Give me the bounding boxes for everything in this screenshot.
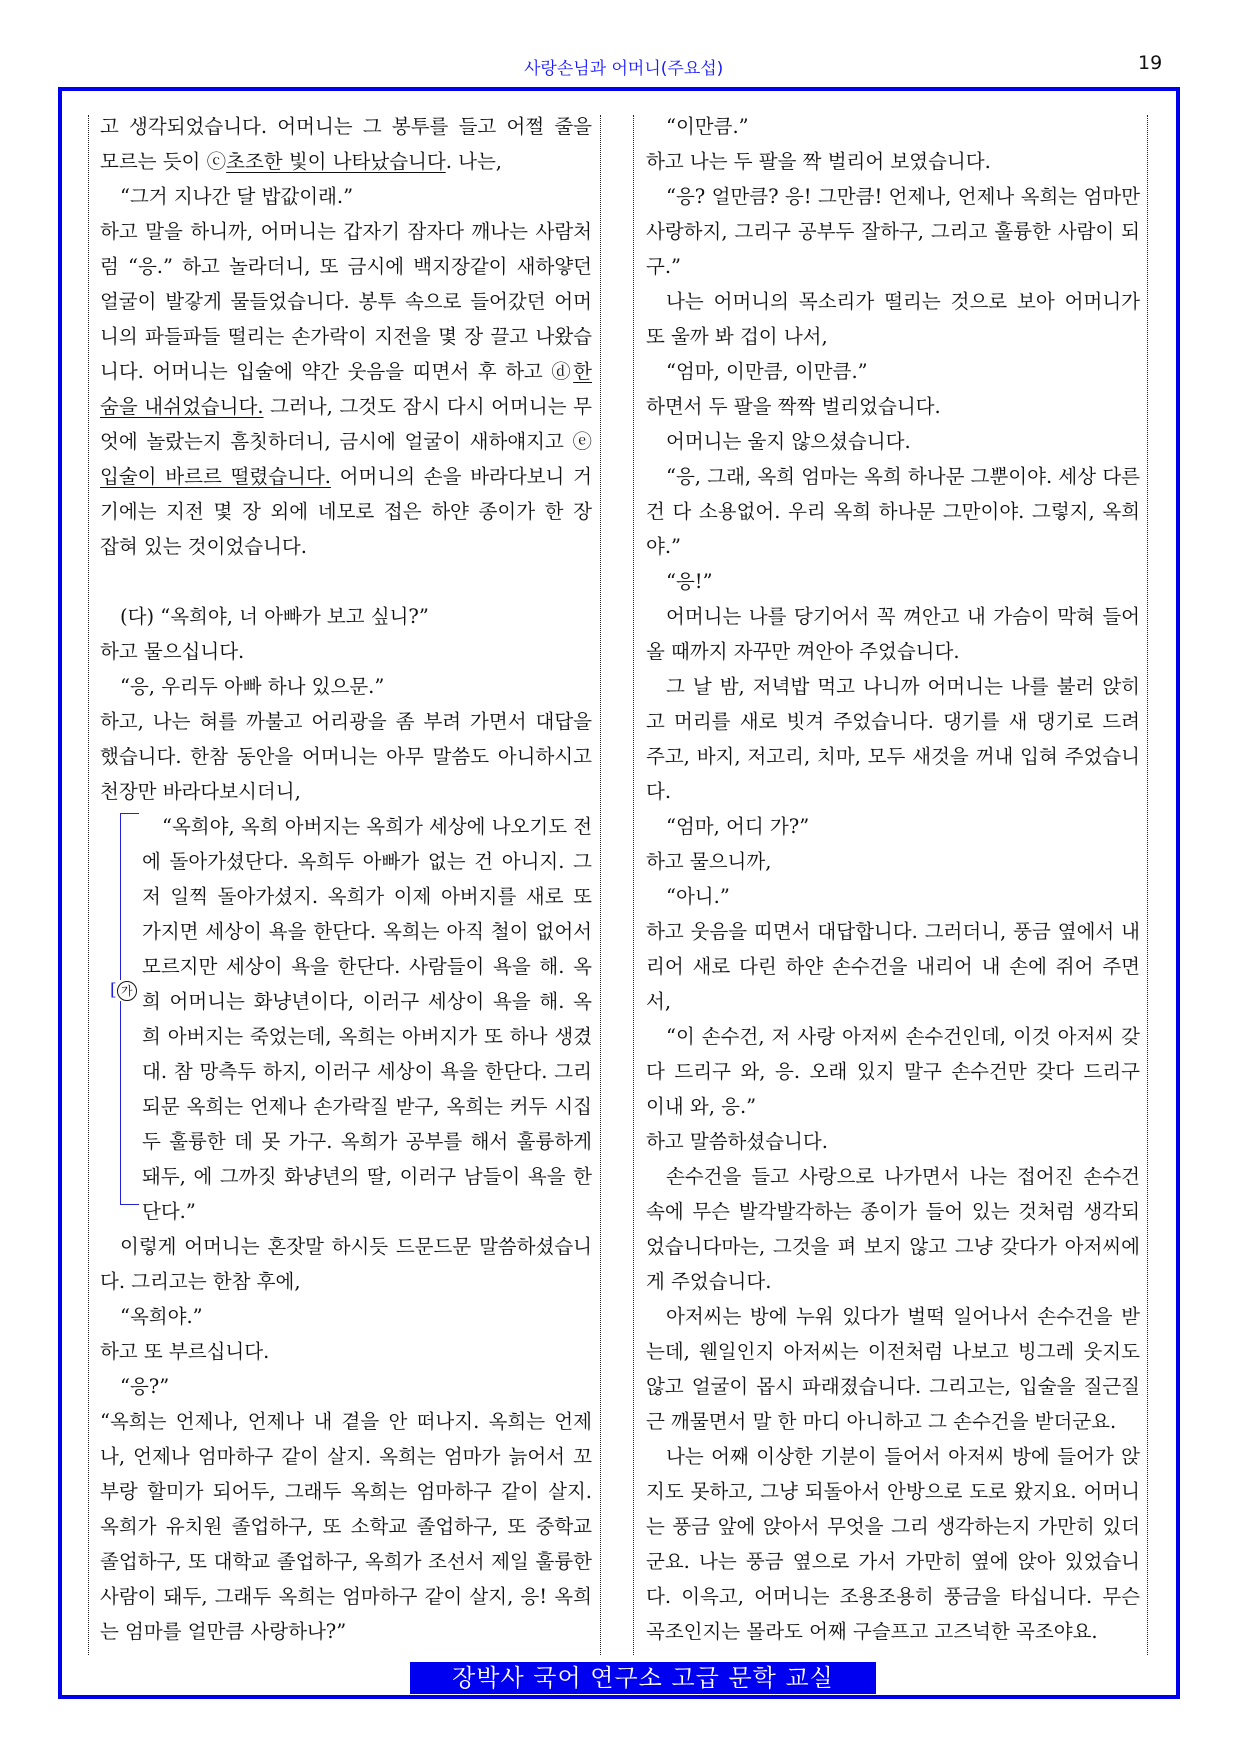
text-line: 다. 이윽고, 어머니는 조용조용히 풍금을 타십니다. 무슨 (646, 1585, 1140, 1608)
text-line: 구.” (646, 255, 682, 278)
text-line: 손수건을 들고 사랑으로 나가면서 나는 접어진 손수건 (666, 1165, 1140, 1188)
text-span: 모르는 듯이 (100, 150, 207, 173)
text-line: 하고 또 부르십니다. (100, 1340, 270, 1363)
bracket-glyph: [ (110, 980, 117, 1000)
text-line: 하고 물으니까, (646, 850, 772, 873)
text-line: 었습니다마는, 그것을 펴 보지 않고 그냥 갖다가 아저씨에 (646, 1235, 1140, 1258)
text-line: 엇에 놀랐는지 흠칫하더니, 금시에 얼굴이 새하얘지고 ⓔ (100, 430, 592, 453)
text-line: 않고 얼굴이 몹시 파래졌습니다. 그리고는, 입술을 질근질 (646, 1375, 1140, 1398)
quote-line: 희 아버지는 죽었는데, 옥희는 아버지가 또 하나 생겼 (142, 1025, 592, 1048)
text-line: 하면서 두 팔을 짝짝 벌리었습니다. (646, 395, 941, 418)
text-line: 리어 새로 다린 하얀 손수건을 내리어 내 손에 쥐어 주면 (646, 955, 1140, 978)
text-span: 그러나, 그것도 잠시 다시 어머니는 무 (263, 395, 592, 418)
underlined-phrase-c: 초조한 빛이 나타났습니다 (226, 150, 446, 173)
quote-line: 저 일찍 돌아가셨지. 옥희가 이제 아버지를 새로 또 (142, 885, 592, 908)
marker-c: ⓒ (206, 150, 227, 173)
text-line: 는 엄마를 얼만큼 사랑하나?” (100, 1620, 347, 1643)
text-line: 했습니다. 한참 동안을 어머니는 아무 말씀도 아니하시고 (100, 745, 592, 768)
text-line: 이내 와, 응.” (646, 1095, 757, 1118)
text-line: 다. 그리고는 한참 후에, (100, 1270, 301, 1293)
text-line: 졸업하구, 또 대학교 졸업하구, 옥희가 조선서 제일 훌륭한 (100, 1550, 592, 1573)
column-divider-left-outer (88, 115, 89, 1655)
paragraph-gap (100, 564, 592, 599)
text-line: 는 풍금 앞에 앉아서 무엇을 그리 생각하는지 가만히 있더 (646, 1515, 1140, 1538)
dialogue-line: “옥희야.” (120, 1305, 203, 1328)
text-line: 이렇게 어머니는 혼잣말 하시듯 드문드문 말씀하셨습니 (120, 1235, 592, 1258)
text-line: “이만큼.” (666, 115, 749, 138)
text-line: 니의 파들파들 떨리는 손가락이 지전을 몇 장 끌고 나왔습 (100, 325, 592, 348)
text-line: 고 생각되었습니다. 어머니는 그 봉투를 들고 어쩔 줄을 (100, 115, 592, 138)
footer-banner: 장박사 국어 연구소 고급 문학 교실 (410, 1662, 876, 1694)
circled-label: 가 (117, 981, 137, 1001)
underlined-phrase-d-cont: 숨을 내쉬었습니다. (100, 395, 264, 418)
dialogue-line: “그거 지나간 달 밥값이래.” (120, 185, 354, 208)
quote-line: 희 어머니는 화냥년이다, 이러구 세상이 욕을 해. 옥 (142, 990, 592, 1013)
text-line: “이 손수건, 저 사랑 아저씨 손수건인데, 이것 아저씨 갖 (666, 1025, 1140, 1048)
text-line: 그 날 밤, 저녁밥 먹고 나니까 어머니는 나를 불러 앉히 (666, 675, 1140, 698)
dialogue-line: “응, 우리두 아빠 하나 있으문.” (120, 675, 385, 698)
text-line: 기에는 지전 몇 장 외에 네모로 접은 하얀 종이가 한 장 (100, 500, 592, 523)
text-line: “응!” (666, 570, 713, 593)
text-line: 다. (646, 780, 672, 803)
text-line: 나, 언제나 엄마하구 같이 살지. 옥희는 엄마가 늙어서 꼬 (100, 1445, 592, 1468)
text-line: 또 울까 봐 겁이 나서, (646, 325, 828, 348)
text-line (100, 144, 592, 179)
text-line: 게 주었습니다. (646, 1270, 772, 1293)
text-line: 얼굴이 발갛게 물들었습니다. 봉투 속으로 들어갔던 어머 (100, 290, 592, 313)
running-header-title: 사랑손님과 어머니(주요섭) (524, 59, 724, 79)
text-span: 니다. 어머니는 입술에 약간 웃음을 띠면서 후 하고 ⓓ (100, 360, 574, 383)
text-line: 하고 나는 두 팔을 짝 벌리어 보였습니다. (646, 150, 991, 173)
text-line: 곡조인지는 몰라도 어째 구슬프고 고즈넉한 곡조야요. (646, 1620, 1098, 1643)
text-line: 고 머리를 새로 빗겨 주었습니다. 댕기를 새 댕기로 드려 (646, 710, 1140, 733)
page-number: 19 (1138, 52, 1163, 74)
text-line: 부랑 할미가 되어두, 그래두 옥희는 엄마하구 같이 살지. (100, 1480, 592, 1503)
text-line: 나는 어머니의 목소리가 떨리는 것으로 보아 어머니가 (666, 290, 1140, 313)
text-line: 어머니는 나를 당기어서 꼭 껴안고 내 가슴이 막혀 들어 (666, 605, 1140, 628)
quoted-passage (100, 809, 592, 1229)
text-span: 어머니의 손을 바라다보니 거 (330, 465, 592, 488)
quote-line: 단다.” (142, 1200, 196, 1223)
text-line: 야.” (646, 535, 682, 558)
text-line: 올 때까지 자꾸만 껴안아 주었습니다. (646, 640, 960, 663)
text-line: 하고 물으십니다. (100, 640, 245, 663)
text-line: 아저씨는 방에 누워 있다가 벌떡 일어나서 손수건을 받 (666, 1305, 1140, 1328)
text-line: 지도 못하고, 그냥 되돌아서 안방으로 도로 왔지요. 어머니 (646, 1480, 1140, 1503)
column-divider-left-inner (600, 115, 601, 1655)
quote-line: 가지면 세상이 욕을 한단다. 옥희는 아직 철이 없어서 (142, 920, 592, 943)
text-line: 사랑하지, 그리구 공부두 잘하구, 그리고 훌륭한 사람이 되 (646, 220, 1140, 243)
text-line: 어머니는 울지 않으셨습니다. (666, 430, 911, 453)
text-line: 서, (646, 990, 672, 1013)
text-line: 군요. 나는 풍금 옆으로 가서 가만히 옆에 앉아 있었습니 (646, 1550, 1140, 1573)
section-start-line: (다) “옥희야, 너 아빠가 보고 싶니?” (120, 605, 429, 628)
right-text-column (646, 109, 1140, 1649)
quote-line: 되문 옥희는 언제나 손가락질 받구, 옥희는 커두 시집 (142, 1095, 592, 1118)
text-line: 하고 말을 하니까, 어머니는 갑자기 잠자다 깨나는 사람처 (100, 220, 592, 243)
text-line: 하고 말씀하셨습니다. (646, 1130, 828, 1153)
text-line: “엄마, 이만큼, 이만큼.” (666, 360, 868, 383)
quote-line: 모르지만 세상이 욕을 한단다. 사람들이 욕을 해. 옥 (142, 955, 592, 978)
quote-line: 돼두, 에 그까짓 화냥년의 딸, 이러구 남들이 욕을 한 (142, 1165, 592, 1188)
quote-bracket (120, 813, 135, 1205)
text-line: 속에 무슨 발각발각하는 종이가 들어 있는 것처럼 생각되 (646, 1200, 1140, 1223)
text-line: 건 다 소용없어. 우리 옥희 하나문 그만이야. 그렇지, 옥희 (646, 500, 1140, 523)
text-line: 다 드리구 와, 응. 오래 있지 말구 손수건만 갖다 드리구 (646, 1060, 1140, 1083)
underlined-phrase-d: 한 (573, 360, 592, 383)
text-line: 하고, 나는 혀를 까불고 어리광을 좀 부려 가면서 대답을 (100, 710, 592, 733)
text-line: 럼 “응.” 하고 놀라더니, 또 금시에 백지장같이 새하얗던 (100, 255, 592, 278)
text-line: “응, 그래, 옥희 엄마는 옥희 하나문 그뿐이야. 세상 다른 (666, 465, 1140, 488)
text-line (100, 459, 592, 494)
quote-line: 에 돌아가셨단다. 옥희두 아빠가 없는 건 아니지. 그 (142, 850, 592, 873)
text-span: . 나는, (445, 150, 502, 173)
text-line: “아니.” (666, 885, 730, 908)
quote-line: 대. 참 망측두 하지, 이러구 세상이 욕을 한단다. 그리 (142, 1060, 592, 1083)
text-line: “엄마, 어디 가?” (666, 815, 810, 838)
text-line: 사람이 돼두, 그래두 옥희는 엄마하구 같이 살지, 응! 옥희 (100, 1585, 592, 1608)
text-line: “옥희는 언제나, 언제나 내 곁을 안 떠나지. 옥희는 언제 (100, 1410, 592, 1433)
text-line (100, 389, 592, 424)
text-line: 근 깨물면서 말 한 마디 아니하고 그 손수건을 받더군요. (646, 1410, 1117, 1433)
left-text-column (100, 109, 592, 1649)
text-line: 옥희가 유치원 졸업하구, 또 소학교 졸업하구, 또 중학교 (100, 1515, 592, 1538)
passage-marker-ga (110, 980, 137, 1001)
text-line: 하고 웃음을 띠면서 대답합니다. 그러더니, 풍금 옆에서 내 (646, 920, 1140, 943)
column-divider-right-inner (633, 115, 634, 1655)
text-line (100, 354, 592, 389)
text-line: 잡혀 있는 것이었습니다. (100, 535, 307, 558)
text-line: 주고, 바지, 저고리, 치마, 모두 새것을 꺼내 입혀 주었습니 (646, 745, 1140, 768)
column-divider-right-outer (1147, 115, 1148, 1655)
text-line: “응? 얼만큼? 응! 그만큼! 언제나, 언제나 옥희는 엄마만 (666, 185, 1140, 208)
dialogue-line: “응?” (120, 1375, 170, 1398)
quote-line: “옥희야, 옥희 아버지는 옥희가 세상에 나오기도 전 (162, 815, 593, 838)
text-line: 는데, 웬일인지 아저씨는 이전처럼 나보고 빙그레 웃지도 (646, 1340, 1140, 1363)
text-line: 천장만 바라다보시더니, (100, 780, 301, 803)
text-line: 나는 어째 이상한 기분이 들어서 아저씨 방에 들어가 앉 (666, 1445, 1140, 1468)
quote-line: 두 훌륭한 데 못 가구. 옥희가 공부를 해서 훌륭하게 (142, 1130, 592, 1153)
underlined-phrase-e: 입술이 바르르 떨렸습니다. (100, 465, 331, 488)
